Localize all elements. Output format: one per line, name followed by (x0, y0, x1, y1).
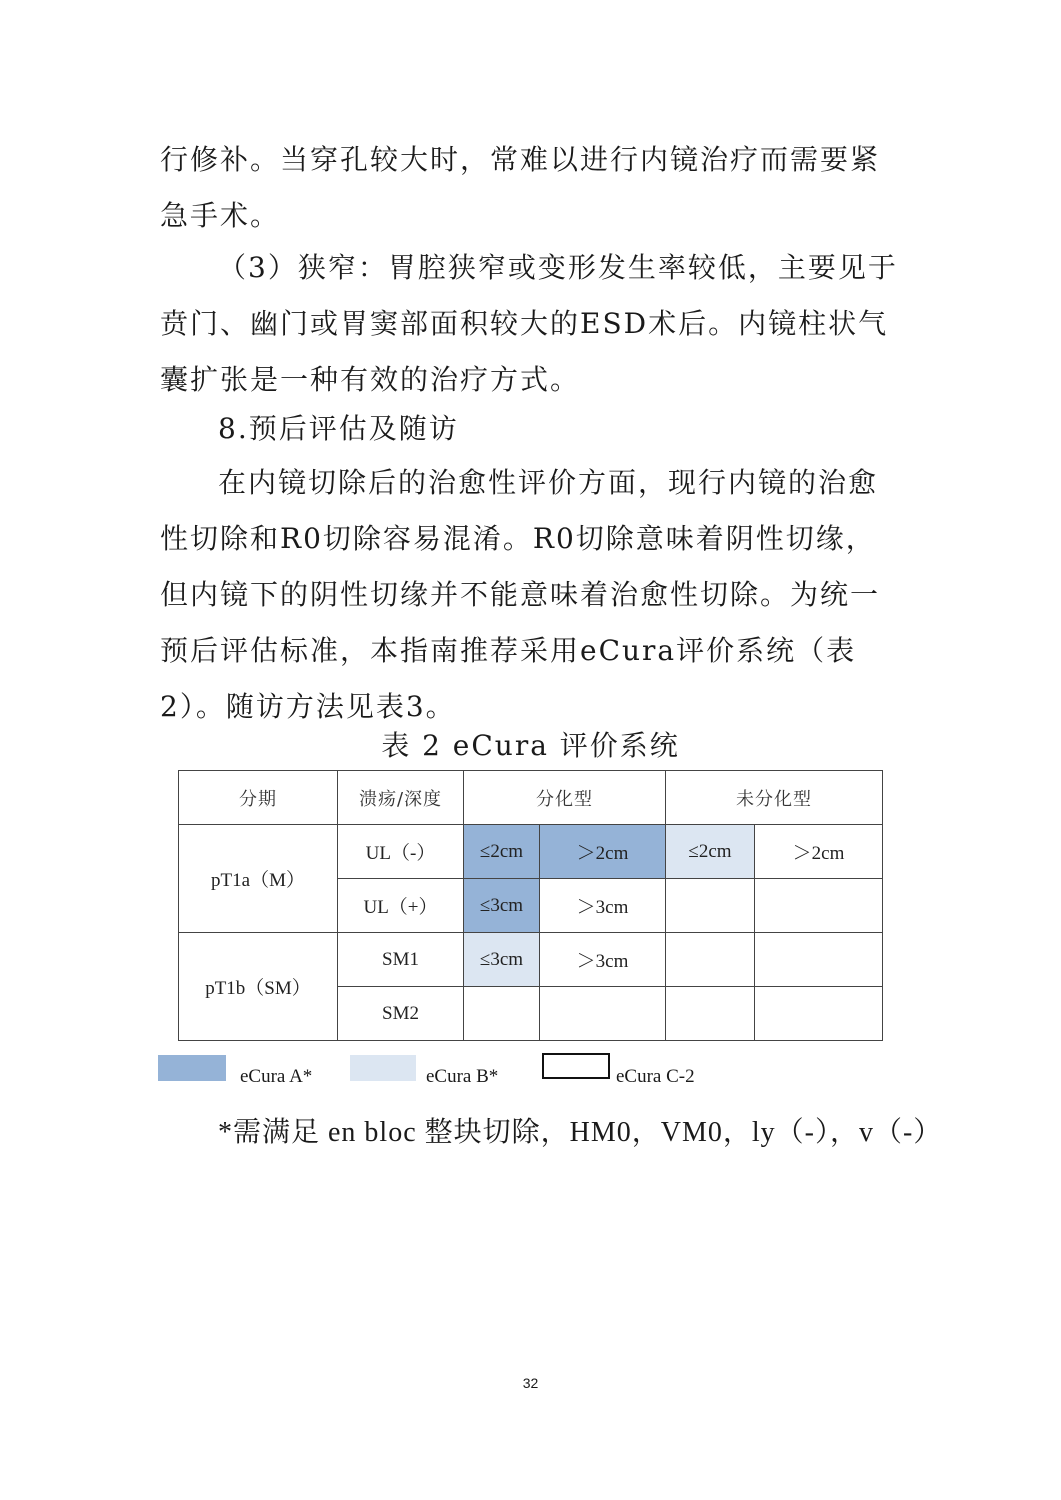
cell-empty (666, 987, 755, 1041)
legend-swatch-ecura-c2 (542, 1053, 610, 1079)
cell-ecura-c2: ＞3cm (540, 879, 666, 933)
row-label-ul-neg: UL（-） (338, 825, 464, 879)
cell-empty (464, 987, 540, 1041)
cell-ecura-a: ≤3cm (464, 879, 540, 933)
ecura-table (178, 770, 883, 1041)
cell-ecura-c2: ＞2cm (755, 825, 883, 879)
page-number: 32 (522, 1375, 539, 1391)
cell-empty (666, 933, 755, 987)
row-label-sm2: SM2 (338, 987, 464, 1041)
cell-ecura-b: ≤2cm (666, 825, 755, 879)
cell-empty (666, 879, 755, 933)
cell-empty (540, 987, 666, 1041)
cell-ecura-c2: ＞3cm (540, 933, 666, 987)
cell-ecura-b: ≤3cm (464, 933, 540, 987)
row-label-pt1a: pT1a（M） (179, 825, 338, 933)
cell-empty (755, 879, 883, 933)
legend-swatch-ecura-a (158, 1055, 226, 1081)
table-row (179, 933, 883, 987)
paragraph-stenosis: （3）狭窄：胃腔狭窄或变形发生率较低，主要见于贲门、幽门或胃窦部面积较大的ESD术后。内镜柱状气囊扩张是一种有效的治疗方式。 (160, 251, 898, 396)
cell-empty (755, 987, 883, 1041)
legend-label-ecura-c2: eCura C-2 (616, 1066, 695, 1087)
row-label-pt1b: pT1b（SM） (179, 933, 338, 1041)
table-header-row (179, 771, 883, 825)
legend-label-ecura-a: eCura A* (240, 1066, 313, 1087)
table-caption: 表 2 eCura 评价系统 (381, 729, 680, 762)
header-differentiated: 分化型 (464, 771, 666, 825)
header-stage: 分期 (179, 771, 338, 825)
table-footnote: *需满足 en bloc 整块切除，HM0，VM0，ly（-），v（-） (218, 1117, 943, 1148)
row-label-ul-pos: UL（+） (338, 879, 464, 933)
cell-empty (755, 933, 883, 987)
table-row (179, 825, 883, 879)
paragraph-curability: 在内镜切除后的治愈性评价方面，现行内镜的治愈性切除和R0切除容易混淆。R0切除意味着阴性切缘，但内镜下的阴性切缘并不能意味着治愈性切除。为统一预后评估标准，本指南推荐采用eCura评价系统（表2）。随访方法见表3。 (160, 466, 881, 723)
cell-ecura-a: ≤2cm (464, 825, 540, 879)
paragraph-perforation-end: 行修补。当穿孔较大时，常难以进行内镜治疗而需要紧急手术。 (160, 143, 881, 232)
row-label-sm1: SM1 (338, 933, 464, 987)
header-undifferentiated: 未分化型 (666, 771, 883, 825)
cell-ecura-a: ＞2cm (540, 825, 666, 879)
legend-swatch-ecura-b (350, 1055, 416, 1081)
header-ulcer-depth: 溃疡/深度 (338, 771, 464, 825)
legend-label-ecura-b: eCura B* (426, 1066, 499, 1087)
section-heading-prognosis: 8.预后评估及随访 (218, 412, 459, 445)
